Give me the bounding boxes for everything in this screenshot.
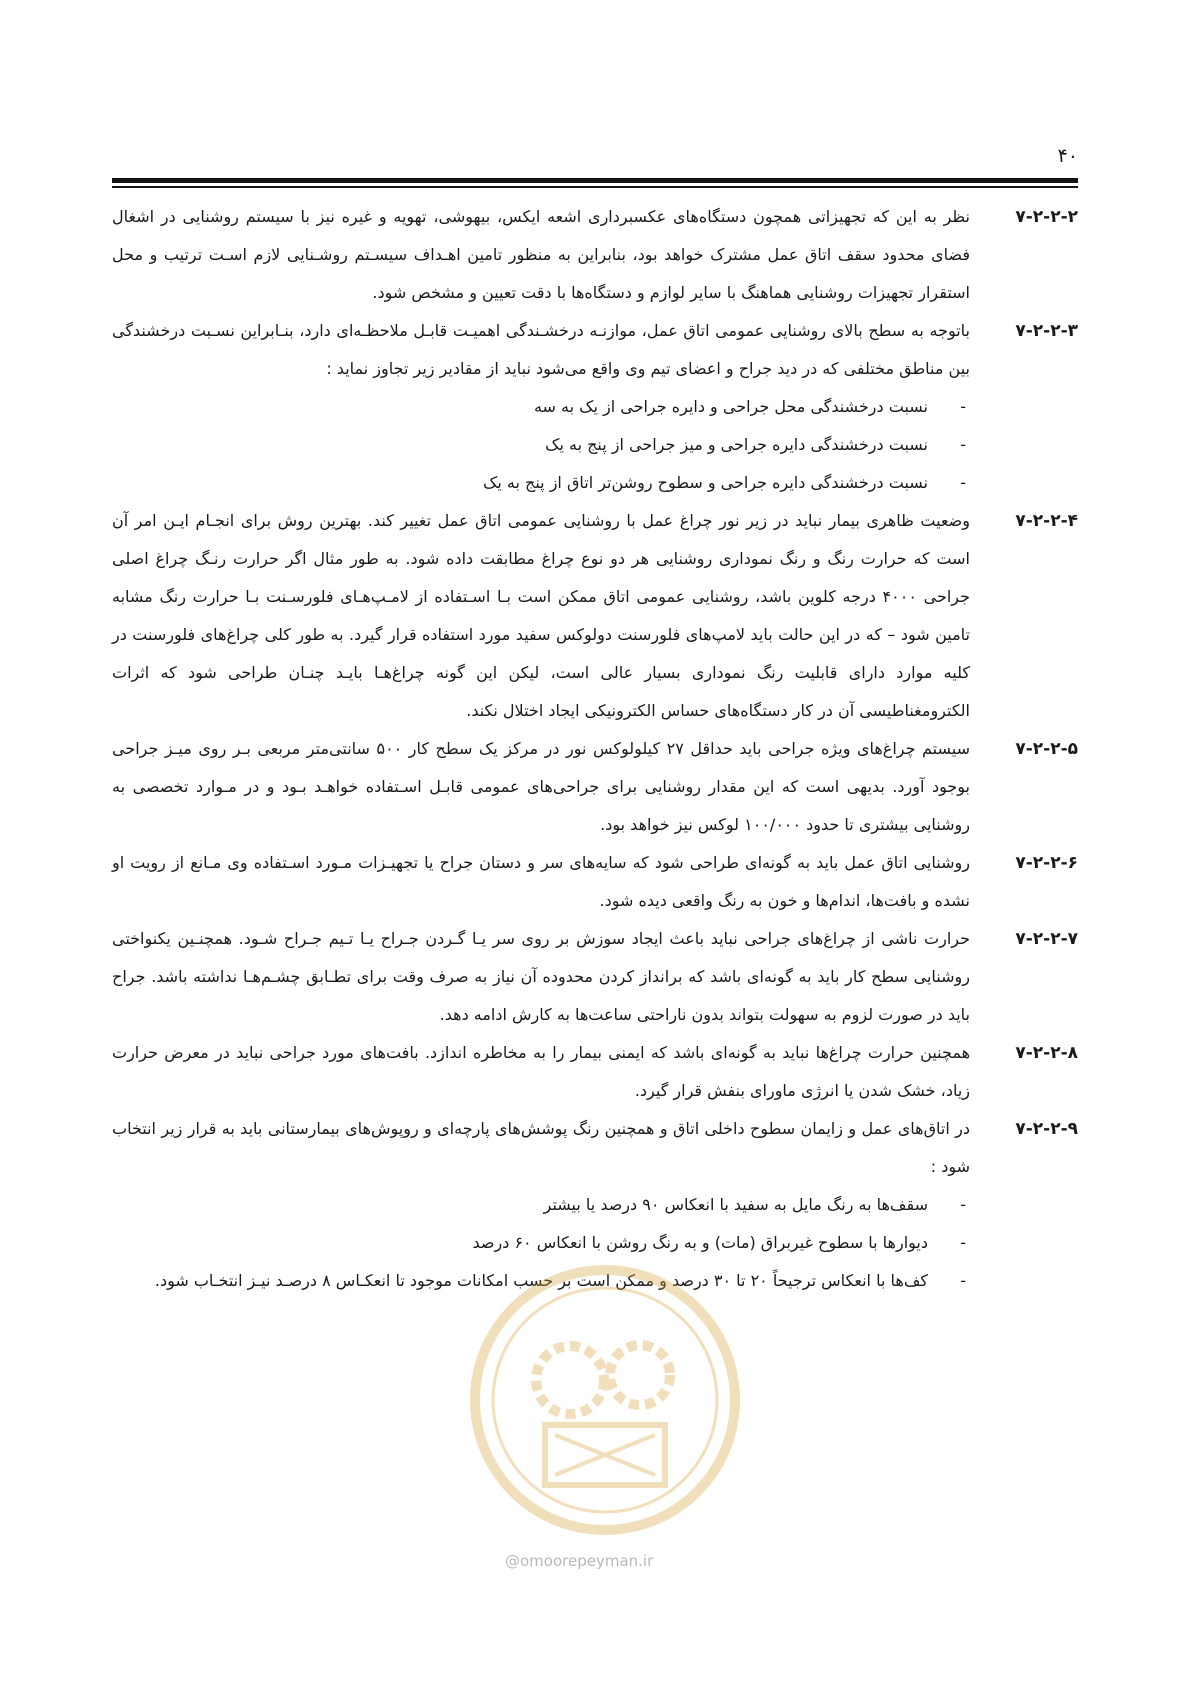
section-number: ۷-۲-۲-۴ <box>1015 511 1078 531</box>
list-item <box>112 388 970 426</box>
header-rule-thin <box>112 186 1078 188</box>
page-number: ۴۰ <box>1057 145 1078 167</box>
list-item-text: نسبت درخشندگی محل جراحی و دایره جراحی از یک به سه <box>533 397 928 416</box>
section <box>112 844 1078 920</box>
bullet-list <box>112 1186 970 1300</box>
section-number: ۷-۲-۲-۹ <box>1015 1119 1078 1139</box>
bullet-dash: - <box>960 1233 966 1252</box>
section <box>112 312 1078 502</box>
section-number: ۷-۲-۲-۶ <box>1015 853 1078 873</box>
document-body <box>112 198 1078 1300</box>
bullet-dash: - <box>960 397 966 416</box>
section-paragraph: نظر به این که تجهیزاتی همچون دستگاه‌های عکسبرداری اشعه ایکس، بیهوشی، تهویه و غیره نیز با سیستم روشنایی در اشغال فضای محدود سقف اتاق عمل مشترک خواهد بود، بنابراین به منظور تامین اهـداف سیسـتم روشـنایی لازم اسـت ترتیب و محل استقرار تجهیزات روشنایی هماهنگ با سایر لوازم و دستگاه‌ها با دقت تعیین و مشخص شود. <box>112 207 970 302</box>
section <box>112 198 1078 312</box>
section-paragraph: در اتاق‌های عمل و زایمان سطوح داخلی اتاق و همچنین رنگ پوشش‌های پارچه‌ای و روپوش‌های بیمارستانی باید به قرار زیر انتخاب شود : <box>112 1119 970 1176</box>
bullet-dash: - <box>960 435 966 454</box>
section <box>112 1034 1078 1110</box>
list-item <box>112 1224 970 1262</box>
section-number: ۷-۲-۲-۲ <box>1015 207 1078 227</box>
section <box>112 502 1078 730</box>
list-item-text: نسبت درخشندگی دایره جراحی و سطوح روشن‌تر اتاق از پنج به یک <box>483 473 928 492</box>
section-number: ۷-۲-۲-۵ <box>1015 739 1078 759</box>
section <box>112 920 1078 1034</box>
section-number: ۷-۲-۲-۳ <box>1015 321 1078 341</box>
list-item-text: سقف‌ها به رنگ مایل به سفید با انعکاس ۹۰ درصد یا بیشتر <box>543 1195 928 1214</box>
bullet-list <box>112 388 970 502</box>
section-paragraph: حرارت ناشی از چراغ‌های جراحی نباید باعث ایجاد سوزش بر روی سر یـا گـردن جـراح یـا تـیم جـراح شـود. همچنـین یکنواختی روشنایی سطح کار باید به گونه‌ای باشد که برانداز کردن محدوده آن نیاز به صرف وقت برای تطـابق چشـم‌هـا نداشته باشد. جراح باید در صورت لزوم به سهولت بتواند بدون ناراحتی ساعت‌ها به کارش ادامه دهد. <box>112 929 970 1024</box>
list-item <box>112 464 970 502</box>
bullet-dash: - <box>960 1195 966 1214</box>
header-rule-thick <box>112 178 1078 183</box>
list-item <box>112 1186 970 1224</box>
section-paragraph: روشنایی اتاق عمل باید به گونه‌ای طراحی شود که سایه‌های سر و دستان جراح یا تجهیـزات مـورد اسـتفاده وی مـانع از رویت او نشده و بافت‌ها، اندام‌ها و خون به رنگ واقعی دیده شود. <box>112 853 970 910</box>
watermark-url: @omoorepeyman.ir <box>505 1552 654 1570</box>
list-item <box>112 1262 970 1300</box>
list-item-text: نسبت درخشندگی دایره جراحی و میز جراحی از پنج به یک <box>545 435 928 454</box>
bullet-dash: - <box>960 473 966 492</box>
section <box>112 730 1078 844</box>
section-number: ۷-۲-۲-۸ <box>1015 1043 1078 1063</box>
section-paragraph: همچنین حرارت چراغ‌ها نباید به گونه‌ای باشد که ایمنی بیمار را به مخاطره اندازد. بافت‌های مورد جراحی نباید در معرض حرارت زیاد، خشک شدن یا انرژی ماورای بنفش قرار گیرد. <box>112 1043 970 1100</box>
section-paragraph: سیستم چراغ‌های ویژه جراحی باید حداقل ۲۷ کیلولوکس نور در مرکز یک سطح کار ۵۰۰ سانتی‌متر مربعی بـر روی میـز جراحی بوجود آورد. بدیهی است که این مقدار روشنایی برای جراحی‌های عمومی قابـل اسـتفاده خواهـد بـود و در مـوارد تخصصی به روشنایی بیشتری تا حدود ۱۰۰/۰۰۰ لوکس نیز خواهد بود. <box>112 739 971 834</box>
list-item-text: دیوارها با سطوح غیربراق (مات) و به رنگ روشن با انعکاس ۶۰ درصد <box>472 1233 928 1252</box>
section-paragraph: باتوجه به سطح بالای روشنایی عمومی اتاق عمل، موازنـه درخشـندگی اهمیـت قابـل ملاحظـه‌ای دارد، بنـابراین نسـبت درخشندگی بین مناطق مختلفی که در دید جراح و اعضای تیم وی واقع می‌شود نباید از مقادیر زیر تجاوز نماید : <box>112 321 970 378</box>
list-item-text: کف‌ها با انعکاس ترجیحاً ۲۰ تا ۳۰ درصد و ممکن است بر حسب امکانات موجود تا انعکـاس ۸ درصـد نیـز انتخـاب شود. <box>154 1271 928 1290</box>
list-item <box>112 426 970 464</box>
section-number: ۷-۲-۲-۷ <box>1015 929 1078 949</box>
bullet-dash: - <box>960 1271 966 1290</box>
section-paragraph: وضعیت ظاهری بیمار نباید در زیر نور چراغ عمل با روشنایی عمومی اتاق عمل تغییر کند. بهترین روش برای انجـام ایـن امر آن است که حرارت رنگ و رنگ نموداری روشنایی هر دو نوع چراغ مطابقت داده شود. به طور مثال اگر حرارت رنـگ چراغ اصلی جراحی ۴۰۰۰ درجه کلوین باشد، روشنایی عمومی اتاق ممکن است بـا اسـتفاده از لامـپ‌هـای فلورسـنت بـا حرارت رنگ مشابه تامین شود – که در این حالت باید لامپ‌های فلورسنت دولوکس سفید مورد استفاده قرار گیرد. به طور کلی چراغ‌های فلورسنت در کلیه موارد دارای قابلیت رنگ نموداری بسیار عالی است، لیکن این گونه چراغ‌هـا بایـد چنـان طراحی شود که اثرات الکترومغناطیسی آن در کار دستگاه‌های حساس الکترونیکی ایجاد اختلال نکند. <box>112 511 971 720</box>
section <box>112 1110 1078 1300</box>
